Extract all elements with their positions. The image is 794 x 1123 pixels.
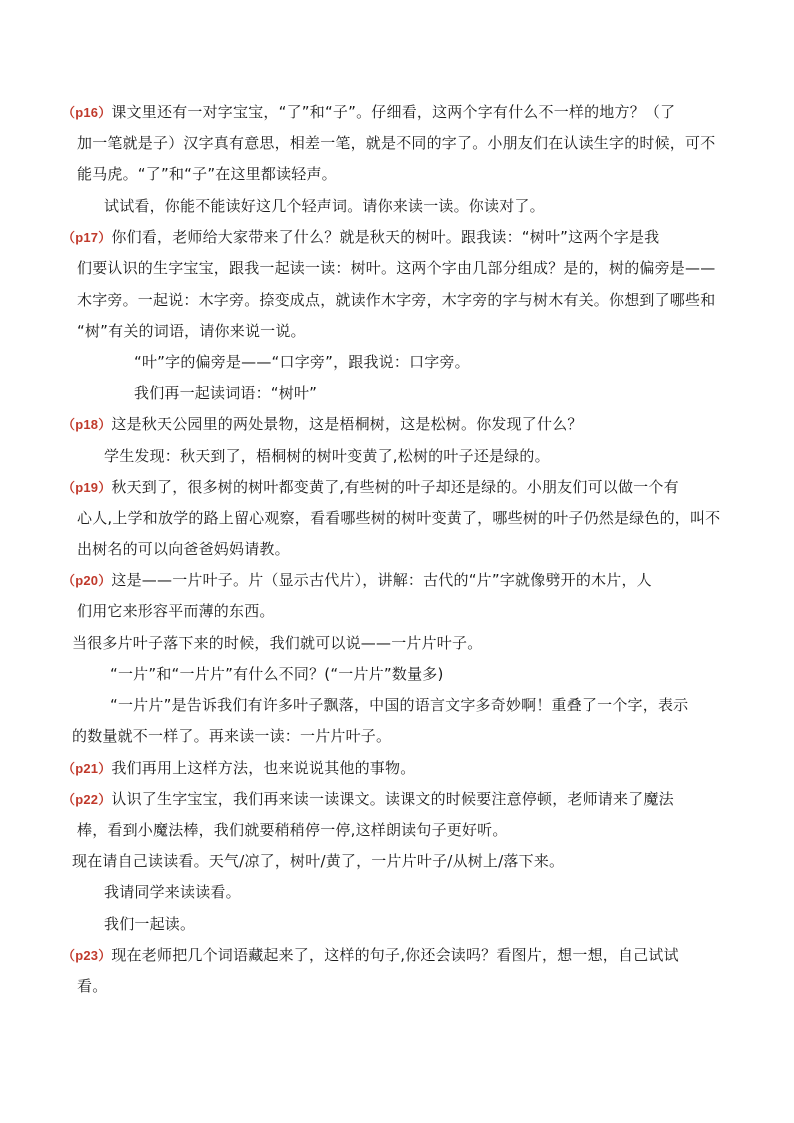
paragraph-line — [62, 414, 583, 435]
line-text: 出树名的可以向爸爸妈妈请教。 — [77, 540, 290, 558]
paragraph-line — [77, 508, 720, 528]
line-text: 课文里还有一对字宝宝，“了”和“子”。仔细看，这两个字有什么不一样的地方？（了 — [111, 103, 676, 121]
paragraph-line — [62, 227, 659, 248]
page-ref-tag: （p20） — [62, 573, 112, 588]
paragraph-line — [110, 695, 688, 715]
paragraph-line — [110, 664, 444, 684]
line-text: 们用它来形容平而薄的东西。 — [77, 602, 275, 620]
paragraph-line — [77, 321, 306, 341]
line-text: 现在老师把几个词语藏起来了，这样的句子,你还会读吗？看图片，想一想，自己试试 — [111, 946, 679, 964]
paragraph-line — [72, 726, 391, 746]
line-text: 心人,上学和放学的路上留心观察，看看哪些树的树叶变黄了，哪些树的叶子仍然是绿色的，叫不 — [77, 509, 721, 527]
paragraph-line — [104, 882, 241, 902]
paragraph-line — [104, 196, 545, 216]
line-text: 这是——一片叶子。片（显示古代片），讲解：古代的“片”字就像劈开的木片，人 — [111, 571, 652, 589]
paragraph-line — [77, 290, 715, 310]
line-text: 试试看，你能不能读好这几个轻声词。请你来读一读。你读对了。 — [104, 197, 545, 215]
line-text: 认识了生字宝宝，我们再来读一读课文。读课文的时候要注意停顿，老师请来了魔法 — [111, 790, 674, 808]
paragraph-line — [77, 133, 715, 153]
page-ref-tag: （p18） — [62, 417, 112, 432]
paragraph-line — [62, 102, 675, 123]
line-text: 这是秋天公园里的两处景物，这是梧桐树，这是松树。你发现了什么？ — [111, 415, 583, 433]
paragraph-line — [77, 258, 715, 278]
line-text: 你们看，老师给大家带来了什么？就是秋天的树叶。跟我读：“树叶”这两个字是我 — [111, 228, 660, 246]
line-text: 当很多片叶子落下来的时候，我们就可以说——一片片叶子。 — [72, 634, 483, 652]
line-text: “一片片”是告诉我们有许多叶子飘落，中国的语言文字多奇妙啊！重叠了一个字，表示 — [110, 696, 689, 714]
line-text: 我请同学来读读看。 — [104, 883, 241, 901]
page-ref-tag: （p22） — [62, 792, 112, 807]
line-text: “一片”和“一片片”有什么不同？(“一片片”数量多) — [110, 665, 444, 683]
page-ref-tag: （p17） — [62, 230, 112, 245]
page-ref-tag: （p23） — [62, 948, 112, 963]
paragraph-line — [72, 851, 564, 871]
line-text: 能马虎。“了”和“子”在这里都读轻声。 — [77, 165, 337, 183]
line-text: 木字旁。一起说：木字旁。捺变成点，就读作木字旁，木字旁的字与树木有关。你想到了哪些和 — [77, 291, 716, 309]
line-text: “叶”字的偏旁是——“口字旁”，跟我说：口字旁。 — [134, 353, 470, 371]
line-text: 我们一起读。 — [104, 915, 196, 933]
line-text: 加一笔就是子）汉字真有意思，相差一笔，就是不同的字了。小朋友们在认读生字的时候，可不 — [77, 134, 716, 152]
paragraph-line — [62, 758, 415, 779]
line-text: “树”有关的词语，请你来说一说。 — [77, 322, 306, 340]
paragraph-line — [134, 383, 317, 403]
paragraph-line — [72, 633, 482, 653]
paragraph-line — [77, 976, 107, 996]
paragraph-line — [104, 446, 550, 466]
line-text: 的数量就不一样了。再来读一读：一片片叶子。 — [72, 727, 392, 745]
line-text: 我们再用上这样方法，也来说说其他的事物。 — [111, 759, 416, 777]
paragraph-line — [62, 477, 679, 498]
page-ref-tag: （p19） — [62, 480, 112, 495]
line-text: 棒，看到小魔法棒，我们就要稍稍停一停,这样朗读句子更好听。 — [77, 821, 508, 839]
paragraph-line — [77, 164, 337, 184]
page-ref-tag: （p21） — [62, 761, 112, 776]
line-text: 我们再一起读词语：“树叶” — [134, 384, 318, 402]
paragraph-line — [77, 820, 508, 840]
paragraph-line — [134, 352, 470, 372]
paragraph-line — [77, 539, 290, 559]
paragraph-line — [62, 945, 679, 966]
paragraph-line — [62, 570, 652, 591]
paragraph-line — [104, 914, 195, 934]
line-text: 秋天到了，很多树的树叶都变黄了,有些树的叶子却还是绿的。小朋友们可以做一个有 — [111, 478, 679, 496]
line-text: 们要认识的生字宝宝，跟我一起读一读：树叶。这两个字由几部分组成？是的，树的偏旁是—— — [77, 259, 716, 277]
paragraph-line — [77, 601, 275, 621]
line-text: 现在请自己读读看。天气/凉了，树叶/黄了，一片片叶子/从树上/落下来。 — [72, 852, 565, 870]
page-ref-tag: （p16） — [62, 105, 112, 120]
line-text: 学生发现：秋天到了，梧桐树的树叶变黄了,松树的叶子还是绿的。 — [104, 447, 550, 465]
line-text: 看。 — [77, 977, 108, 995]
paragraph-line — [62, 789, 674, 810]
